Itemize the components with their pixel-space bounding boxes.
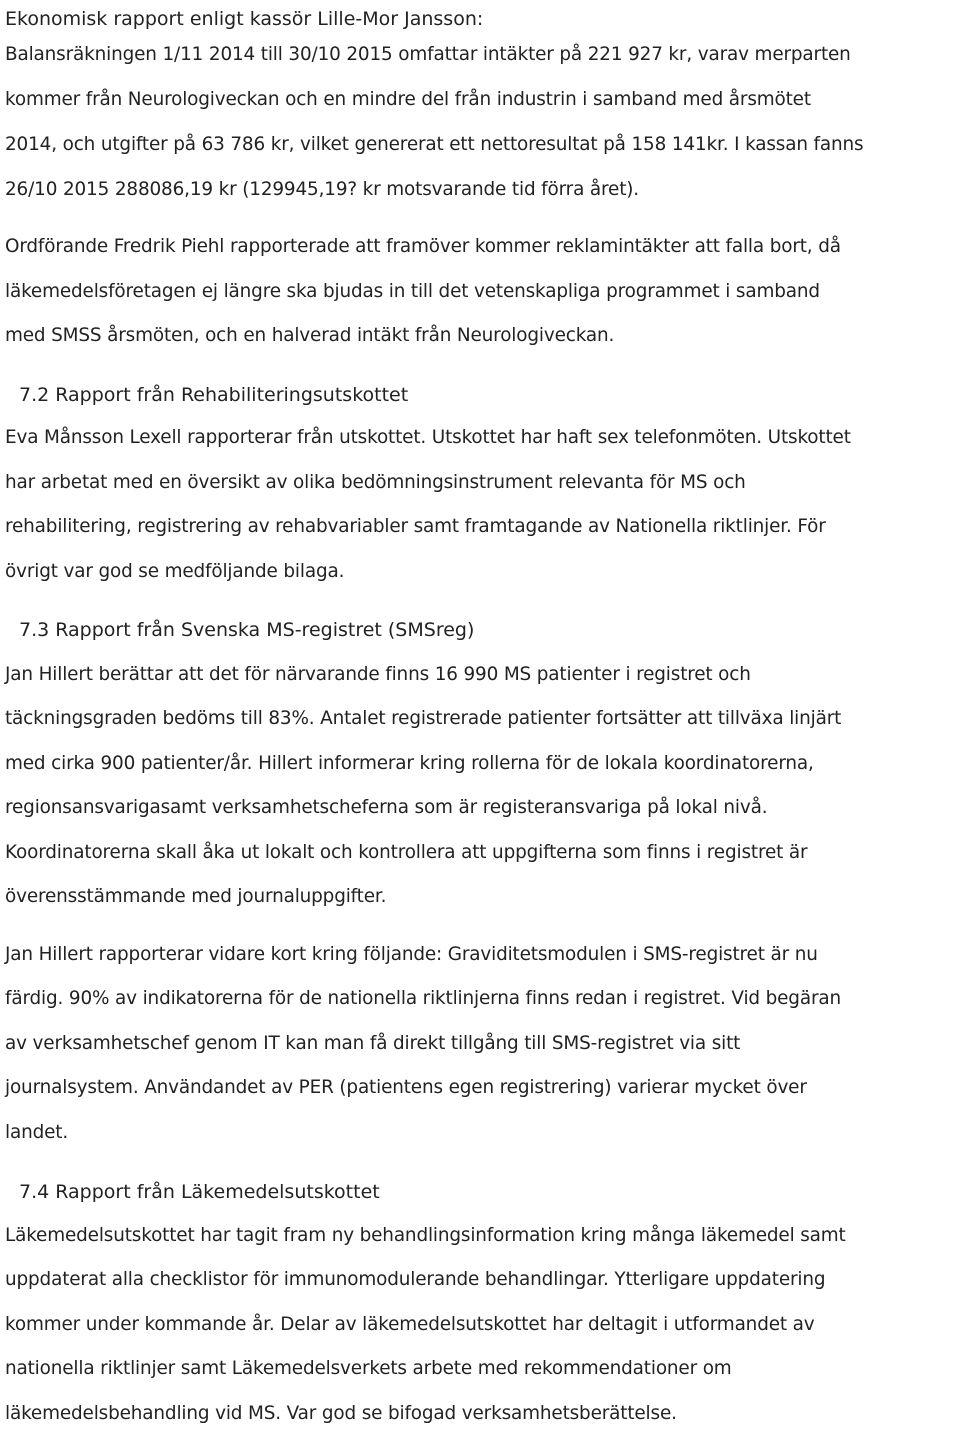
- paragraph-line: Balansräkningen 1/11 2014 till 30/10 2015 omfattar intäkter på 221 927 kr, varav merparten: [5, 44, 851, 65]
- paragraph-line: 2014, och utgifter på 63 786 kr, vilket genererat ett nettoresultat på 158 141kr. I kassan fanns: [5, 134, 864, 155]
- paragraph-line: kommer under kommande år. Delar av läkemedelsutskottet har deltagit i utformandet av: [5, 1314, 815, 1335]
- paragraph-line: har arbetat med en översikt av olika bedömningsinstrument relevanta för MS och: [5, 472, 746, 493]
- paragraph-line: övrigt var god se medföljande bilaga.: [5, 561, 345, 582]
- paragraph-line: Läkemedelsutskottet har tagit fram ny behandlingsinformation kring många läkemedel samt: [5, 1225, 846, 1246]
- paragraph-line: rehabilitering, registrering av rehabvariabler samt framtagande av Nationella riktlinjer. För: [5, 516, 826, 537]
- paragraph-line: Jan Hillert rapporterar vidare kort kring följande: Graviditetsmodulen i SMS-registret är nu: [5, 944, 818, 965]
- paragraph-line: nationella riktlinjer samt Läkemedelsverkets arbete med rekommendationer om: [5, 1358, 732, 1379]
- paragraph-line: med SMSS årsmöten, och en halverad intäkt från Neurologiveckan.: [5, 325, 615, 346]
- paragraph-line: täckningsgraden bedöms till 83%. Antalet registrerade patienter fortsätter att tillväxa linjärt: [5, 708, 842, 729]
- paragraph-line: Jan Hillert berättar att det för närvarande finns 16 990 MS patienter i registret och: [5, 664, 751, 685]
- paragraph-line: läkemedelsbehandling vid MS. Var god se bifogad verksamhetsberättelse.: [5, 1403, 677, 1424]
- paragraph-line: läkemedelsföretagen ej längre ska bjudas in till det vetenskapliga programmet i samband: [5, 281, 820, 302]
- paragraph-line: med cirka 900 patienter/år. Hillert informerar kring rollerna för de lokala koordinatorerna,: [5, 753, 814, 774]
- paragraph-line: av verksamhetschef genom IT kan man få direkt tillgång till SMS-registret via sitt: [5, 1033, 741, 1054]
- paragraph-line: Koordinatorerna skall åka ut lokalt och kontrollera att uppgifterna som finns i registret är: [5, 842, 808, 863]
- paragraph-line: uppdaterat alla checklistor för immunomodulerande behandlingar. Ytterligare uppdatering: [5, 1269, 826, 1290]
- section-heading-7-4: 7.4 Rapport från Läkemedelsutskottet: [19, 1181, 380, 1203]
- economic-report-heading: Ekonomisk rapport enligt kassör Lille-Mor Jansson:: [5, 8, 484, 30]
- paragraph-line: kommer från Neurologiveckan och en mindre del från industrin i samband med årsmötet: [5, 89, 811, 110]
- paragraph-line: överensstämmande med journaluppgifter.: [5, 886, 387, 907]
- paragraph-line: Ordförande Fredrik Piehl rapporterade att framöver kommer reklamintäkter att falla bort, då: [5, 236, 841, 257]
- paragraph-line: färdig. 90% av indikatorerna för de nationella riktlinjerna finns redan i registret. Vid begäran: [5, 988, 841, 1009]
- section-heading-7-3: 7.3 Rapport från Svenska MS-registret (SMSreg): [19, 619, 475, 641]
- paragraph-line: journalsystem. Användandet av PER (patientens egen registrering) varierar mycket över: [5, 1077, 807, 1098]
- paragraph-line: Eva Månsson Lexell rapporterar från utskottet. Utskottet har haft sex telefonmöten. Utskottet: [5, 427, 851, 448]
- paragraph-line: landet.: [5, 1122, 69, 1143]
- section-heading-7-2: 7.2 Rapport från Rehabiliteringsutskottet: [19, 384, 409, 406]
- paragraph-line: regionsansvarigasamt verksamhetscheferna som är registeransvariga på lokal nivå.: [5, 797, 768, 818]
- paragraph-line: 26/10 2015 288086,19 kr (129945,19? kr motsvarande tid förra året).: [5, 179, 639, 200]
